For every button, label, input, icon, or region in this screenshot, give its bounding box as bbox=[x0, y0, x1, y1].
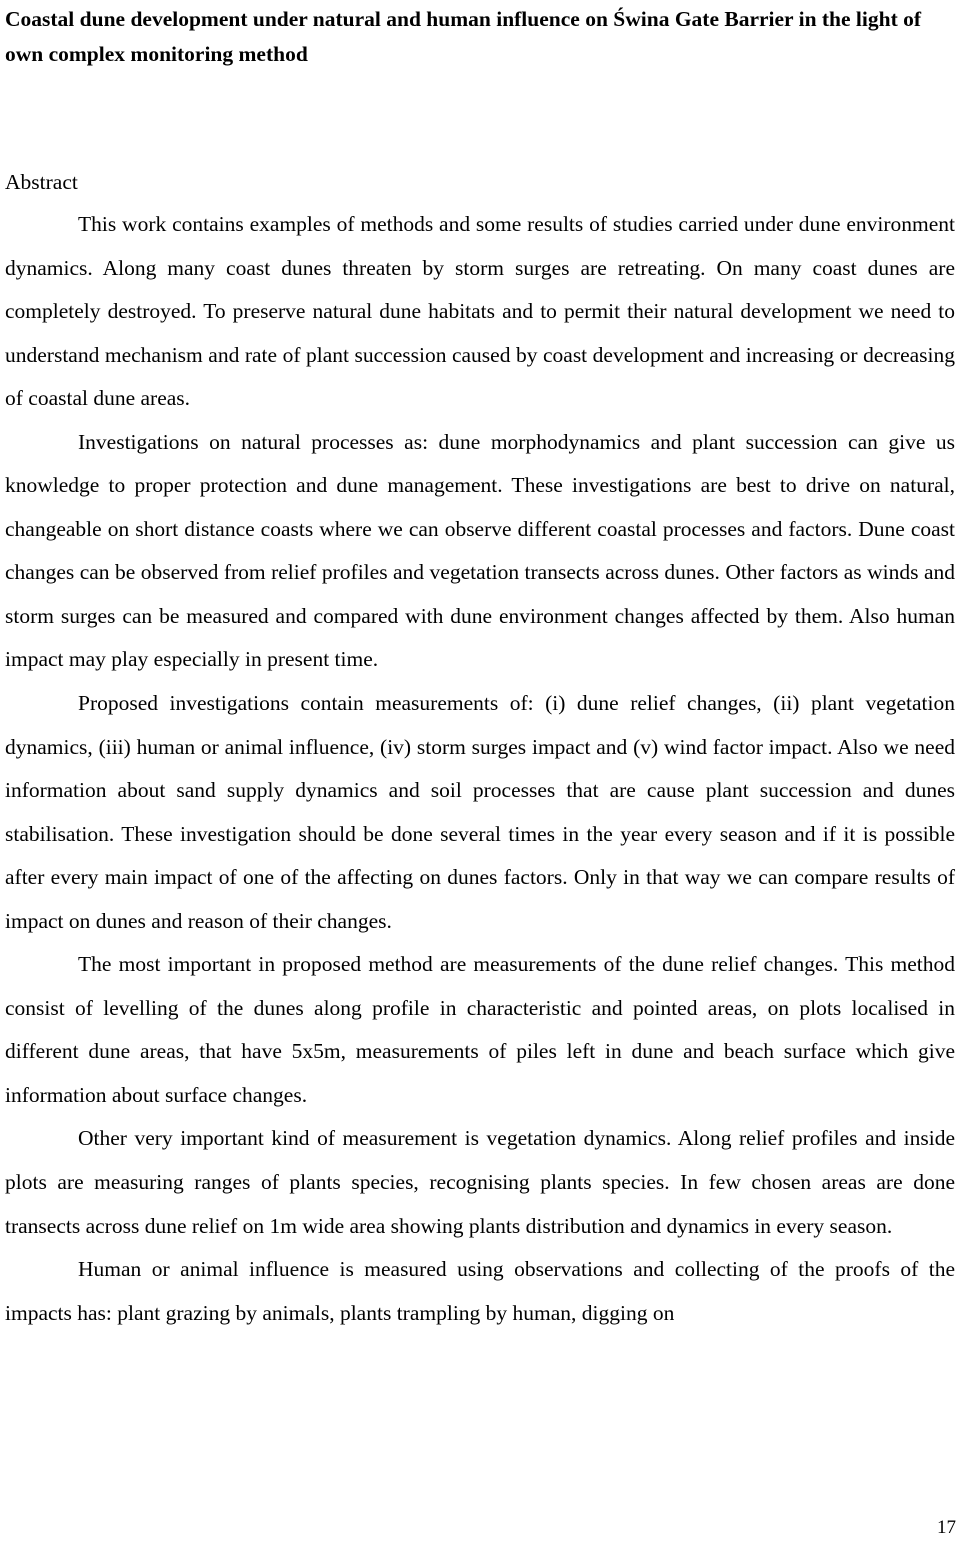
paragraph-5: Other very important kind of measurement is vegetation dynamics. Along relief profiles and inside plots are measuring ranges of plants species, recognising plants species. In few chosen areas are done transects across dune relief on 1m wide area showing plants distribution and dynamics in every season. bbox=[5, 1126, 955, 1238]
paragraph-6: Human or animal influence is measured using observations and collecting of the proofs of the impacts has: plant grazing by animals, plants trampling by human, digging on bbox=[5, 1257, 955, 1325]
page-number: 17 bbox=[937, 1517, 956, 1538]
paper-title: Coastal dune development under natural and human influence on Świna Gate Barrier in the light of own complex monitoring method bbox=[5, 7, 922, 66]
paragraph-1: This work contains examples of methods and some results of studies carried under dune environment dynamics. Along many coast dunes threaten by storm surges are retreating. On many coast dunes are completely destroyed. To preserve natural dune habitats and to permit their natural development we need to understand mechanism and rate of plant succession caused by coast development and increasing or decreasing of coastal dune areas. bbox=[5, 212, 955, 411]
paragraph-3: Proposed investigations contain measurements of: (i) dune relief changes, (ii) plant vegetation dynamics, (iii) human or animal influence, (iv) storm surges impact and (v) wind factor impact. Also we need information about sand supply dynamics and soil processes that are cause plant succession and dunes stabilisation. These investigation should be done several times in the year every season and if it is possible after every main impact of one of the affecting on dunes factors. Only in that way we can compare results of impact on dunes and reason of their changes. bbox=[5, 691, 955, 933]
paragraph-4: The most important in proposed method are measurements of the dune relief changes. This method consist of levelling of the dunes along profile in characteristic and pointed areas, on plots localised in different dune areas, that have 5x5m, measurements of piles left in dune and beach surface which give information about surface changes. bbox=[5, 952, 955, 1107]
paragraph-2: Investigations on natural processes as: dune morphodynamics and plant succession can give us knowledge to proper protection and dune management. These investigations are best to drive on natural, changeable on short distance coasts where we can observe different coastal processes and factors. Dune coast changes can be observed from relief profiles and vegetation transects across dunes. Other factors as winds and storm surges can be measured and compared with dune environment changes affected by them. Also human impact may play especially in present time. bbox=[5, 429, 955, 672]
abstract-body bbox=[5, 203, 955, 1335]
abstract-heading: Abstract bbox=[5, 170, 78, 194]
